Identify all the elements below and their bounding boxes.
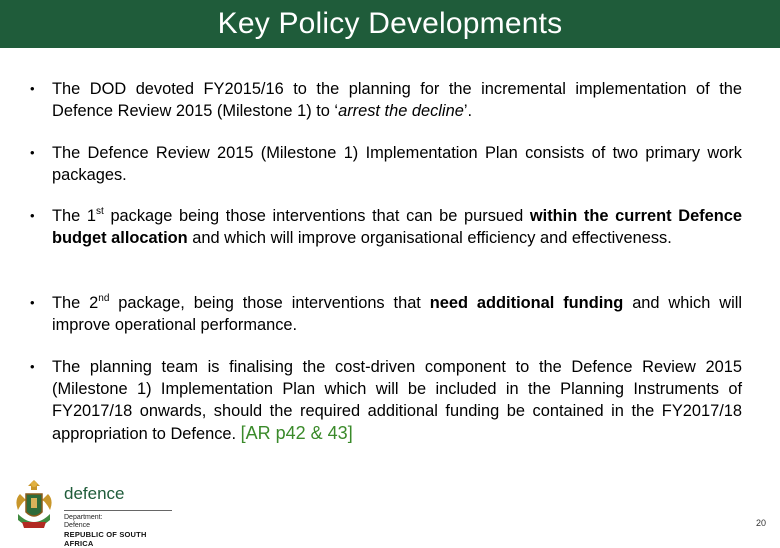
logo-defence: Defence — [64, 522, 91, 529]
page-number: 20 — [755, 518, 766, 528]
bullet-1-italic: arrest the decline — [338, 102, 464, 120]
bullet-1-text: The DOD devoted FY2015/16 to the planning for the incremental implementation of the Defence Review 2015 (Milestone 1) to ‘ — [52, 80, 742, 120]
bullet-icon: • — [30, 81, 35, 96]
bullet-3-text-b: package being those interventions that can be pursued — [103, 207, 530, 225]
bullet-icon: • — [30, 295, 35, 310]
slide-title: Key Policy Developments — [217, 7, 563, 40]
bullet-4-text-b: package, being those interventions that — [109, 294, 430, 312]
title-bar — [0, 0, 780, 48]
bullet-4-text-c: and which will improve operational performance. — [52, 294, 742, 334]
bullet-2-text: The Defence Review 2015 (Milestone 1) Implementation Plan consists of two primary work packages. — [52, 144, 742, 184]
bullet-item-4 — [30, 292, 742, 336]
bullet-1-end: ’. — [463, 102, 473, 120]
bullet-icon: • — [30, 145, 35, 160]
logo-divider — [64, 510, 172, 511]
bullet-item-1 — [30, 78, 742, 122]
logo-department: Department: — [64, 514, 103, 521]
bullet-3-text-c: and which will improve organisational efficiency and effectiveness. — [187, 229, 672, 247]
bullet-item-5 — [30, 356, 742, 445]
logo-republic: REPUBLIC OF SOUTH AFRICA — [64, 530, 147, 548]
logo-wordmark: defence — [64, 484, 125, 503]
logo-text — [64, 484, 178, 548]
bullet-3-bold: within the current Defence budget allocation — [52, 207, 742, 247]
annual-report-reference: [AR p42 & 43] — [240, 423, 353, 443]
bullet-3-sup: st — [96, 205, 104, 217]
bullet-icon: • — [30, 208, 35, 223]
bullet-4-bold: need additional funding — [429, 294, 624, 312]
bullet-icon: • — [30, 359, 35, 374]
coat-of-arms-icon — [10, 476, 58, 534]
bullet-5-text: The planning team is finalising the cost-driven component to the Defence Review 2015 (Milestone 1) Implementation Plan which will be included in the Planning Instruments of FY2017/18 onwards, should the required additional funding be contained in the FY2017/18 appropriation to Defence. — [52, 358, 742, 443]
bullet-4-sup: nd — [98, 292, 110, 304]
defence-logo — [6, 474, 178, 548]
bullet-4-text-a: The 2 — [52, 294, 99, 312]
bullet-item-3 — [30, 205, 742, 249]
bullet-item-2 — [30, 142, 742, 186]
bullet-3-text-a: The 1 — [52, 207, 97, 225]
